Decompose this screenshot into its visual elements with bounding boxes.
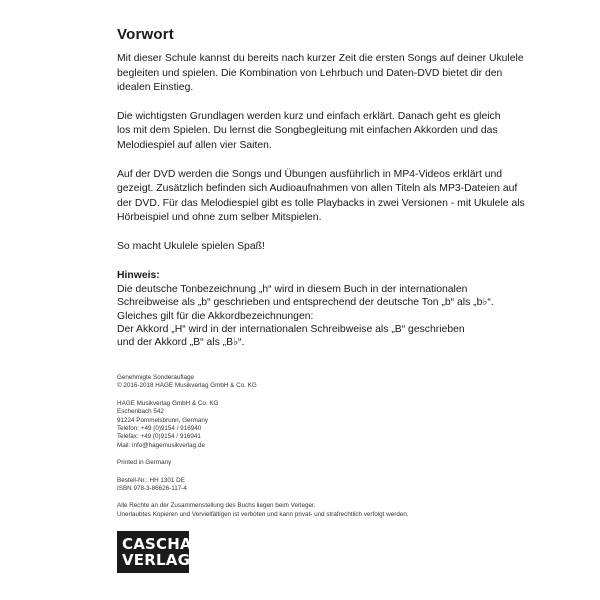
paragraph-line: begleiten und spielen. Die Kombination von Lehrbuch und Daten-DVD bietet dir den	[117, 67, 503, 79]
imprint-section	[117, 374, 477, 528]
imprint-line: Telefax: +49 (0)9154 / 916941	[117, 433, 201, 441]
paragraph-line: Die wichtigsten Grundlagen werden kurz und einfach erklärt. Danach geht es gleich	[117, 110, 501, 122]
foreword-section	[117, 26, 525, 349]
imprint-block	[117, 374, 477, 391]
logo-line-2: VERLAG	[122, 551, 191, 569]
hint-line: Die deutsche Tonbezeichnung „h“ wird in diesem Buch in der internationalen	[117, 284, 468, 296]
hint-title: Hinweis:	[117, 269, 160, 281]
imprint-line: © 2016-2018 HAGE Musikverlag GmbH & Co. KG	[117, 382, 257, 390]
imprint-line: Unerlaubtes Kopieren und Vervielfältigen ist verboten und kann privat- und strafrechtlich verfolgt werden.	[117, 510, 409, 518]
imprint-block	[117, 502, 477, 519]
logo-line-1: CASCHA	[122, 535, 192, 553]
foreword-paragraph	[117, 168, 525, 226]
paragraph-line: So macht Ukulele spielen Spaß!	[117, 240, 265, 252]
paragraph-line: Auf der DVD werden die Songs und Übungen ausführlich in MP4-Videos erklärt und	[117, 168, 503, 180]
hint-line: und der Akkord „B“ als „B♭“.	[117, 336, 245, 348]
hint-lines	[117, 283, 494, 349]
publisher-logo	[117, 531, 192, 573]
imprint-line: Genehmigte Sonderauflage	[117, 374, 195, 381]
imprint-line: Printed in Germany	[117, 459, 172, 467]
imprint-line: Bestell-Nr.: HH 1301 DE	[117, 476, 185, 484]
foreword-paragraphs	[117, 52, 525, 255]
imprint-line: HAGE Musikverlag GmbH & Co. KG	[117, 399, 219, 407]
imprint-line: 91224 Pommelsbrunn, Germany	[117, 416, 209, 424]
imprint-block	[117, 459, 477, 467]
paragraph-line: los mit dem Spielen. Du lernst die Songbegleitung mit einfachen Akkorden und das	[117, 125, 498, 137]
imprint-line: Telefon: +49 (0)9154 / 916940	[117, 425, 202, 433]
paragraph-line: Mit dieser Schule kannst du bereits nach kurzer Zeit die ersten Songs auf deiner Ukulele	[117, 53, 524, 64]
paragraph-line: Hörbeispiel und ohne zum selber Mitspielen.	[117, 212, 322, 224]
foreword-paragraph	[117, 240, 477, 255]
imprint-line: Mail: info@hagemusikverlag.de	[117, 441, 205, 449]
page-title: Vorwort	[117, 26, 174, 43]
paragraph-line: Melodiespiel auf allen vier Saiten.	[117, 139, 272, 151]
hint-line: Schreibweise als „b“ geschrieben und entsprechend der deutsche Ton „b“ als „b♭“.	[117, 297, 494, 309]
imprint-block	[117, 400, 477, 450]
hint-line: Der Akkord „H“ wird in der internationalen Schreibweise als „B“ geschrieben	[117, 323, 465, 335]
hint-line: Gleiches gilt für die Akkordbezeichnungen:	[117, 310, 314, 322]
foreword-paragraph	[117, 52, 524, 96]
paragraph-line: der DVD. Für das Melodiespiel gibt es tolle Playbacks in zwei Versionen - mit Ukulele als	[117, 197, 525, 209]
imprint-line: Alle Rechte an der Zusammenstellung des Buchs liegen beim Verleger.	[117, 502, 316, 510]
imprint-block	[117, 477, 477, 494]
paragraph-line: idealen Einstieg.	[117, 82, 194, 94]
paragraph-line: gezeigt. Zusätzlich befinden sich Audioaufnahmen von allen Titeln als MP3-Dateien auf	[117, 183, 518, 195]
imprint-line: ISBN 978-3-86626-117-4	[117, 485, 187, 493]
foreword-paragraph	[117, 110, 501, 154]
imprint-line: Eschenbach 542	[117, 408, 164, 416]
